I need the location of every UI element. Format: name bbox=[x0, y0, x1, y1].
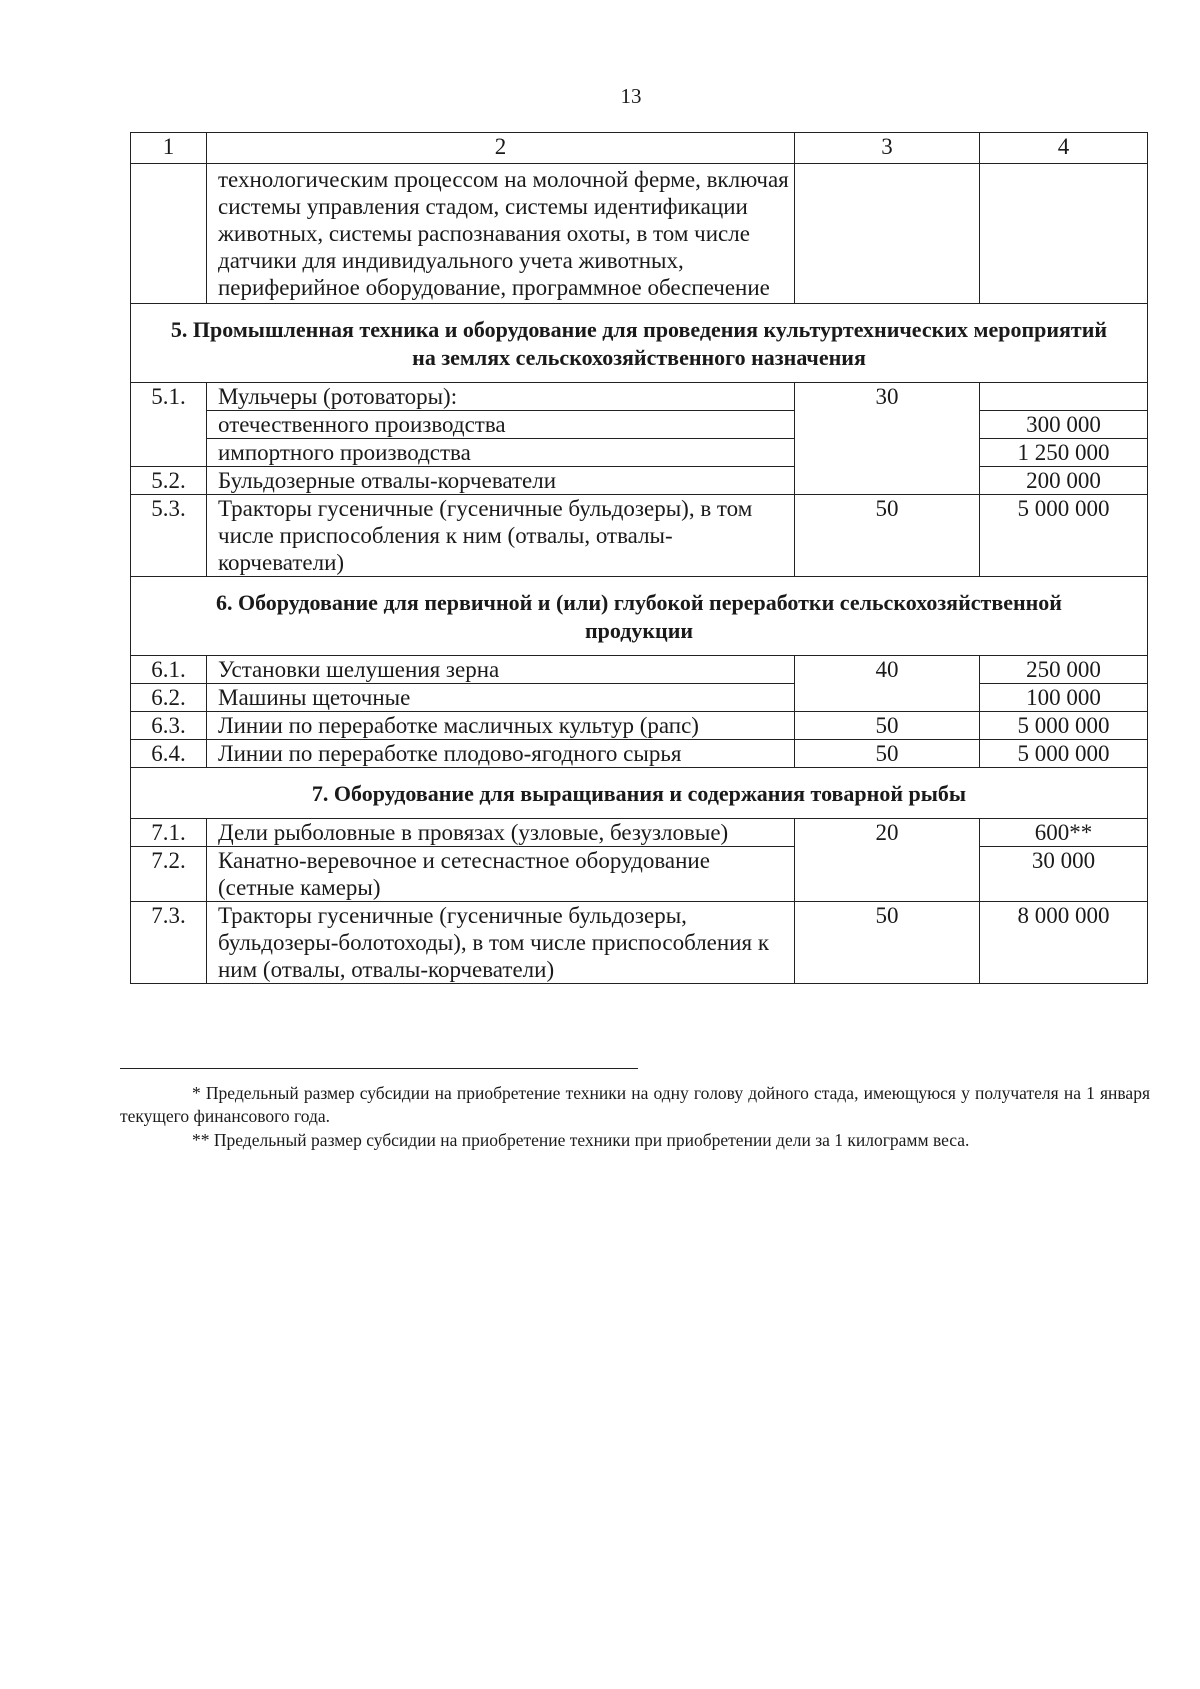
row-num: 5.3. bbox=[131, 495, 207, 577]
row-name: Линии по переработке масличных культур (рапс) bbox=[207, 712, 795, 740]
header-col-3: 3 bbox=[795, 133, 980, 164]
row-num: 7.1. bbox=[131, 819, 207, 847]
row-limit-empty bbox=[980, 383, 1148, 411]
subsidy-table bbox=[130, 132, 1148, 984]
row-rate: 50 bbox=[795, 740, 980, 768]
row-name: Линии по переработке плодово-ягодного сырья bbox=[207, 740, 795, 768]
row-rate: 50 bbox=[795, 495, 980, 577]
row-name: Дели рыболовные в провязах (узловые, безузловые) bbox=[207, 819, 795, 847]
continuation-row bbox=[131, 164, 1148, 304]
row-name: импортного производства bbox=[207, 439, 795, 467]
table-row bbox=[131, 467, 1148, 495]
row-limit: 5 000 000 bbox=[980, 712, 1148, 740]
row-name: отечественного производства bbox=[207, 411, 795, 439]
row-num: 6.2. bbox=[131, 684, 207, 712]
row-num: 7.3. bbox=[131, 902, 207, 984]
row-limit: 200 000 bbox=[980, 467, 1148, 495]
row-limit: 5 000 000 bbox=[980, 495, 1148, 577]
table-row bbox=[131, 656, 1148, 684]
row-num: 5.2. bbox=[131, 467, 207, 495]
table-header-row bbox=[131, 133, 1148, 164]
row-limit: 1 250 000 bbox=[980, 439, 1148, 467]
row-rate: 30 bbox=[795, 383, 980, 495]
row-name: Установки шелушения зерна bbox=[207, 656, 795, 684]
row-name: Машины щеточные bbox=[207, 684, 795, 712]
section-5-row bbox=[131, 304, 1148, 383]
row-limit: 5 000 000 bbox=[980, 740, 1148, 768]
footnote-2: ** Предельный размер субсидии на приобретение техники при приобретении дели за 1 килограмм веса. bbox=[192, 1130, 970, 1150]
table-row bbox=[131, 712, 1148, 740]
row-num: 6.1. bbox=[131, 656, 207, 684]
footnote-1: * Предельный размер субсидии на приобретение техники на одну голову дойного стада, имеющуюся у получателя на 1 января текущего финансового года. bbox=[120, 1083, 1150, 1126]
row-limit: 8 000 000 bbox=[980, 902, 1148, 984]
table-row bbox=[131, 684, 1148, 712]
row-limit: 30 000 bbox=[980, 847, 1148, 902]
footnote-divider bbox=[120, 1068, 638, 1069]
row-num: 5.1. bbox=[131, 383, 207, 467]
row-name: Бульдозерные отвалы-корчеватели bbox=[207, 467, 795, 495]
table-row bbox=[131, 383, 1148, 411]
row-num: 7.2. bbox=[131, 847, 207, 902]
section-7-row bbox=[131, 768, 1148, 819]
row-rate: 20 bbox=[795, 819, 980, 902]
table-row bbox=[131, 819, 1148, 847]
row-name: Канатно-веревочное и сетеснастное оборудование (сетные камеры) bbox=[207, 847, 795, 902]
row-num: 6.4. bbox=[131, 740, 207, 768]
continuation-text: технологическим процессом на молочной ферме, включая системы управления стадом, системы идентификации животных, системы распознавания охоты, в том числе датчики для индивидуального учета животных, периферийное оборудование, программное обеспечение bbox=[207, 164, 795, 304]
table-row bbox=[131, 847, 1148, 902]
section-5-title: 5. Промышленная техника и оборудование для проведения культуртехнических мероприятий на землях сельскохозяйственного назначения bbox=[131, 304, 1148, 383]
table-row bbox=[131, 740, 1148, 768]
row-num: 6.3. bbox=[131, 712, 207, 740]
table-row bbox=[131, 495, 1148, 577]
section-6-title: 6. Оборудование для первичной и (или) глубокой переработки сельскохозяйственной продукции bbox=[131, 577, 1148, 656]
header-col-4: 4 bbox=[980, 133, 1148, 164]
header-col-1: 1 bbox=[131, 133, 207, 164]
row-name: Тракторы гусеничные (гусеничные бульдозеры), в том числе приспособления к ним (отвалы, отвалы-корчеватели) bbox=[207, 495, 795, 577]
table-row bbox=[131, 439, 1148, 467]
row-rate: 40 bbox=[795, 656, 980, 712]
row-limit: 100 000 bbox=[980, 684, 1148, 712]
section-6-row bbox=[131, 577, 1148, 656]
table-row bbox=[131, 902, 1148, 984]
row-limit: 300 000 bbox=[980, 411, 1148, 439]
header-col-2: 2 bbox=[207, 133, 795, 164]
row-limit: 600** bbox=[980, 819, 1148, 847]
row-limit: 250 000 bbox=[980, 656, 1148, 684]
table-row bbox=[131, 411, 1148, 439]
section-7-title: 7. Оборудование для выращивания и содержания товарной рыбы bbox=[131, 768, 1148, 819]
row-name: Мульчеры (ротоваторы): bbox=[207, 383, 795, 411]
page-number: 13 bbox=[620, 84, 642, 108]
row-rate: 50 bbox=[795, 712, 980, 740]
row-rate: 50 bbox=[795, 902, 980, 984]
row-name: Тракторы гусеничные (гусеничные бульдозеры, бульдозеры-болотоходы), в том числе приспособления к ним (отвалы, отвалы-корчеватели) bbox=[207, 902, 795, 984]
footnotes bbox=[120, 1082, 1150, 1152]
